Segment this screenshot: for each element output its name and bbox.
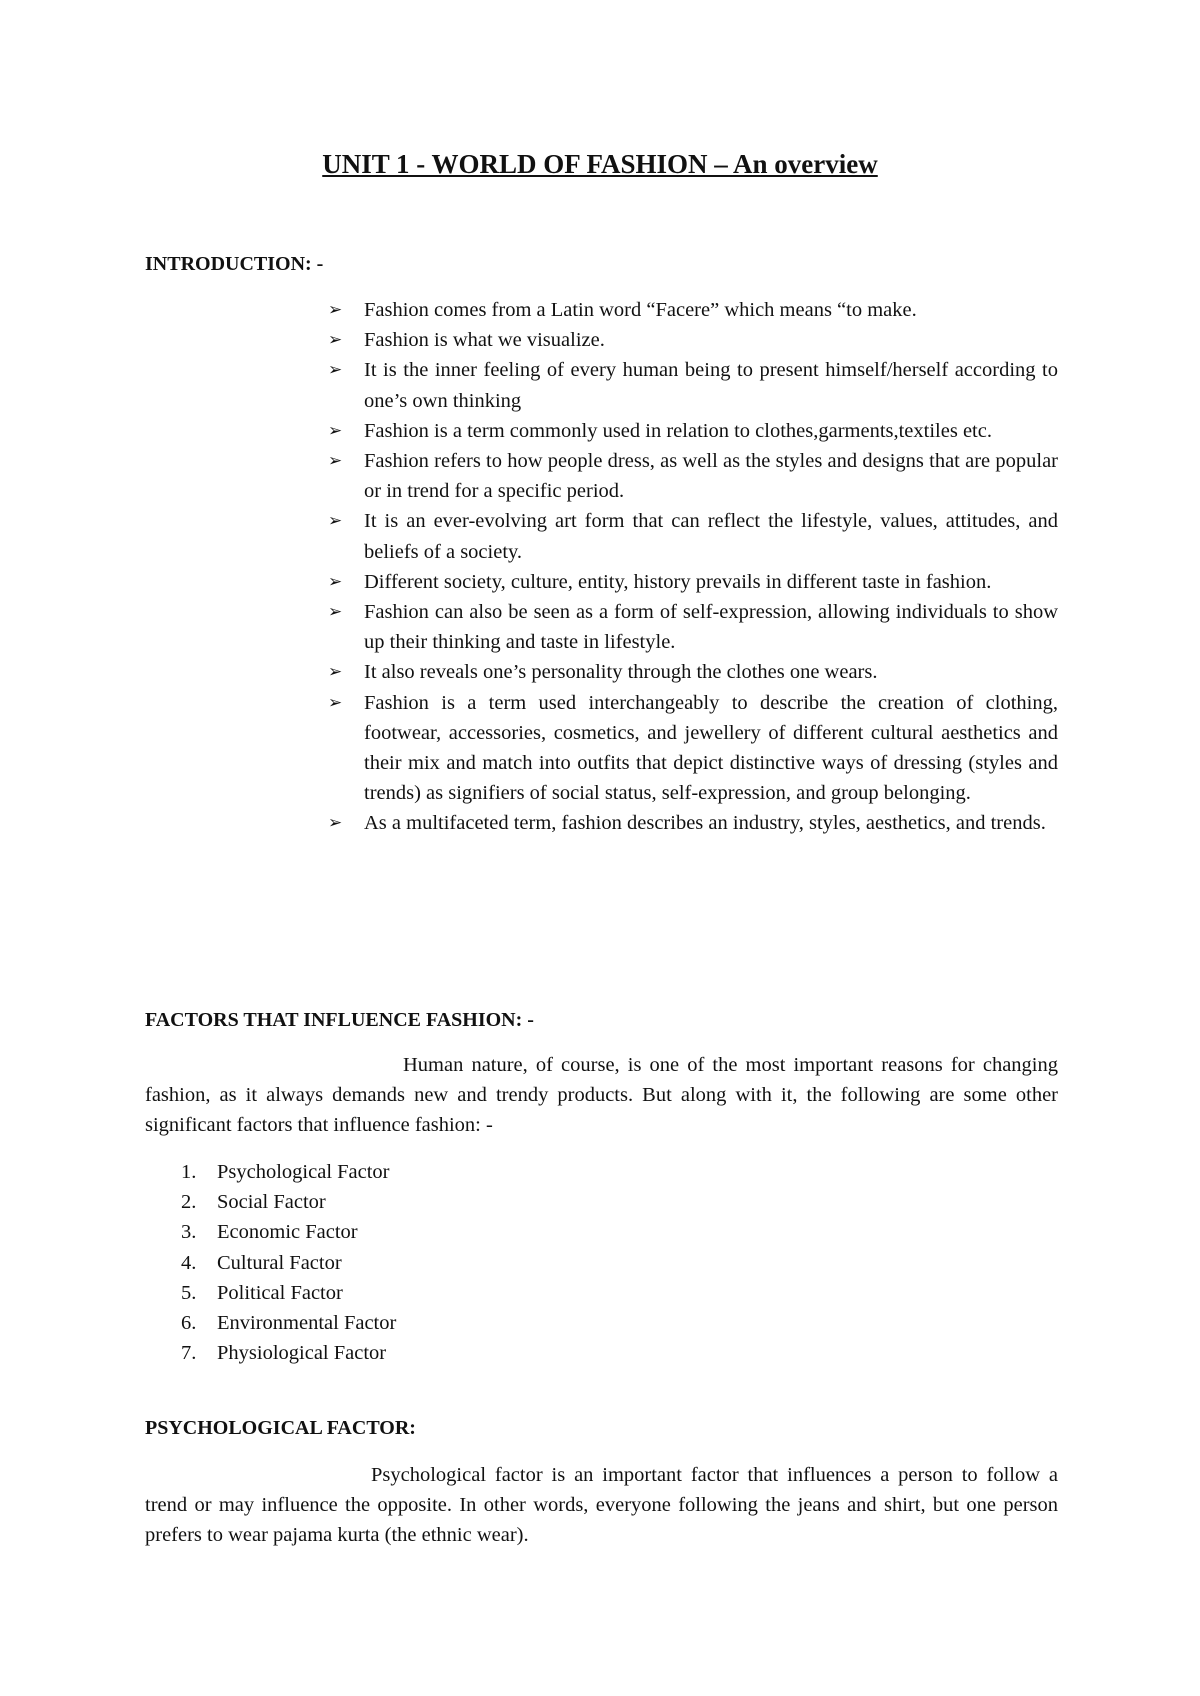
list-item	[328, 295, 1058, 325]
list-item	[328, 355, 1058, 415]
factors-paragraph-text: Human nature, of course, is one of the most important reasons for changing fashion, as it always demands new and trendy products. But along with it, the following are some other significant factors that influence fashion: -	[145, 1054, 1058, 1137]
factor-label: Environmental Factor	[217, 1312, 397, 1335]
list-number: 1.	[181, 1161, 197, 1183]
page-title: UNIT 1 - WORLD OF FASHION – An overview	[322, 149, 878, 179]
list-item	[328, 567, 1058, 597]
list-number: 2.	[181, 1191, 197, 1214]
factor-label: Economic Factor	[217, 1221, 358, 1244]
list-item	[145, 1187, 396, 1217]
list-item	[145, 1278, 396, 1308]
bullet-text: It is the inner feeling of every human being to present himself/herself according to one’s own thinking	[364, 359, 1058, 412]
list-number: 6.	[181, 1312, 197, 1335]
arrowhead-bullet-icon: ➢	[328, 300, 343, 320]
list-item	[328, 808, 1058, 838]
arrowhead-bullet-icon: ➢	[328, 662, 343, 683]
factor-label: Physiological Factor	[217, 1342, 387, 1365]
arrowhead-bullet-icon: ➢	[328, 602, 343, 623]
list-item	[328, 657, 1058, 687]
psychological-factor-heading: PSYCHOLOGICAL FACTOR:	[145, 1417, 416, 1439]
factor-label: Social Factor	[217, 1191, 326, 1214]
list-number: 5.	[181, 1281, 197, 1304]
factor-label: Political Factor	[217, 1281, 343, 1304]
bullet-text: Different society, culture, entity, history prevails in different taste in fashion.	[364, 570, 992, 593]
list-item	[328, 688, 1058, 809]
bullet-text: It also reveals one’s personality through the clothes one wears.	[364, 661, 878, 684]
bullet-text: Fashion refers to how people dress, as well as the styles and designs that are popular or in trend for a specific period.	[364, 450, 1058, 503]
arrowhead-bullet-icon: ➢	[328, 813, 343, 834]
arrowhead-bullet-icon: ➢	[328, 692, 343, 713]
list-item	[328, 597, 1058, 657]
factor-label: Cultural Factor	[217, 1251, 342, 1274]
introduction-heading: INTRODUCTION: -	[145, 253, 324, 275]
factors-numbered-list	[145, 1157, 396, 1368]
list-number: 4.	[181, 1251, 197, 1274]
list-item	[145, 1157, 396, 1187]
list-item	[145, 1338, 396, 1368]
list-item	[328, 446, 1058, 506]
factors-heading: FACTORS THAT INFLUENCE FASHION: -	[145, 1009, 534, 1031]
list-item	[145, 1308, 396, 1338]
list-number: 3.	[181, 1221, 197, 1244]
bullet-text: Fashion is a term used interchangeably to describe the creation of clothing, footwear, accessories, cosmetics, and jewellery of different cultural aesthetics and their mix and match into outfits that depict distinctive ways of dressing (styles and trends) as signifiers of social status, self-expression, and group belonging.	[364, 691, 1058, 805]
introduction-bullet-list	[328, 295, 1058, 839]
bullet-text: It is an ever-evolving art form that can reflect the lifestyle, values, attitudes, and beliefs of a society.	[364, 510, 1058, 563]
arrowhead-bullet-icon: ➢	[328, 451, 343, 472]
arrowhead-bullet-icon: ➢	[328, 420, 343, 441]
list-item	[328, 416, 1058, 446]
bullet-text: Fashion comes from a Latin word “Facere” which means “to make.	[364, 299, 917, 321]
list-item	[145, 1217, 396, 1247]
bullet-text: Fashion is a term commonly used in relation to clothes,garments,textiles etc.	[364, 419, 992, 442]
psychological-paragraph-text: Psychological factor is an important factor that influences a person to follow a trend or may influence the opposite. In other words, everyone following the jeans and shirt, but one person prefers to wear pajama kurta (the ethnic wear).	[145, 1464, 1058, 1547]
arrowhead-bullet-icon: ➢	[328, 330, 343, 351]
list-item	[145, 1248, 396, 1278]
list-number: 7.	[181, 1342, 197, 1365]
factor-label: Psychological Factor	[217, 1161, 390, 1183]
arrowhead-bullet-icon: ➢	[328, 511, 343, 532]
arrowhead-bullet-icon: ➢	[328, 571, 343, 592]
bullet-text: Fashion is what we visualize.	[364, 329, 605, 352]
factors-paragraph	[145, 1050, 1058, 1141]
arrowhead-bullet-icon: ➢	[328, 360, 343, 381]
list-item	[328, 325, 1058, 355]
list-item	[328, 506, 1058, 566]
psychological-factor-paragraph	[145, 1460, 1058, 1551]
bullet-text: As a multifaceted term, fashion describes an industry, styles, aesthetics, and trends.	[364, 812, 1046, 835]
bullet-text: Fashion can also be seen as a form of self-expression, allowing individuals to show up their thinking and taste in lifestyle.	[364, 601, 1058, 654]
